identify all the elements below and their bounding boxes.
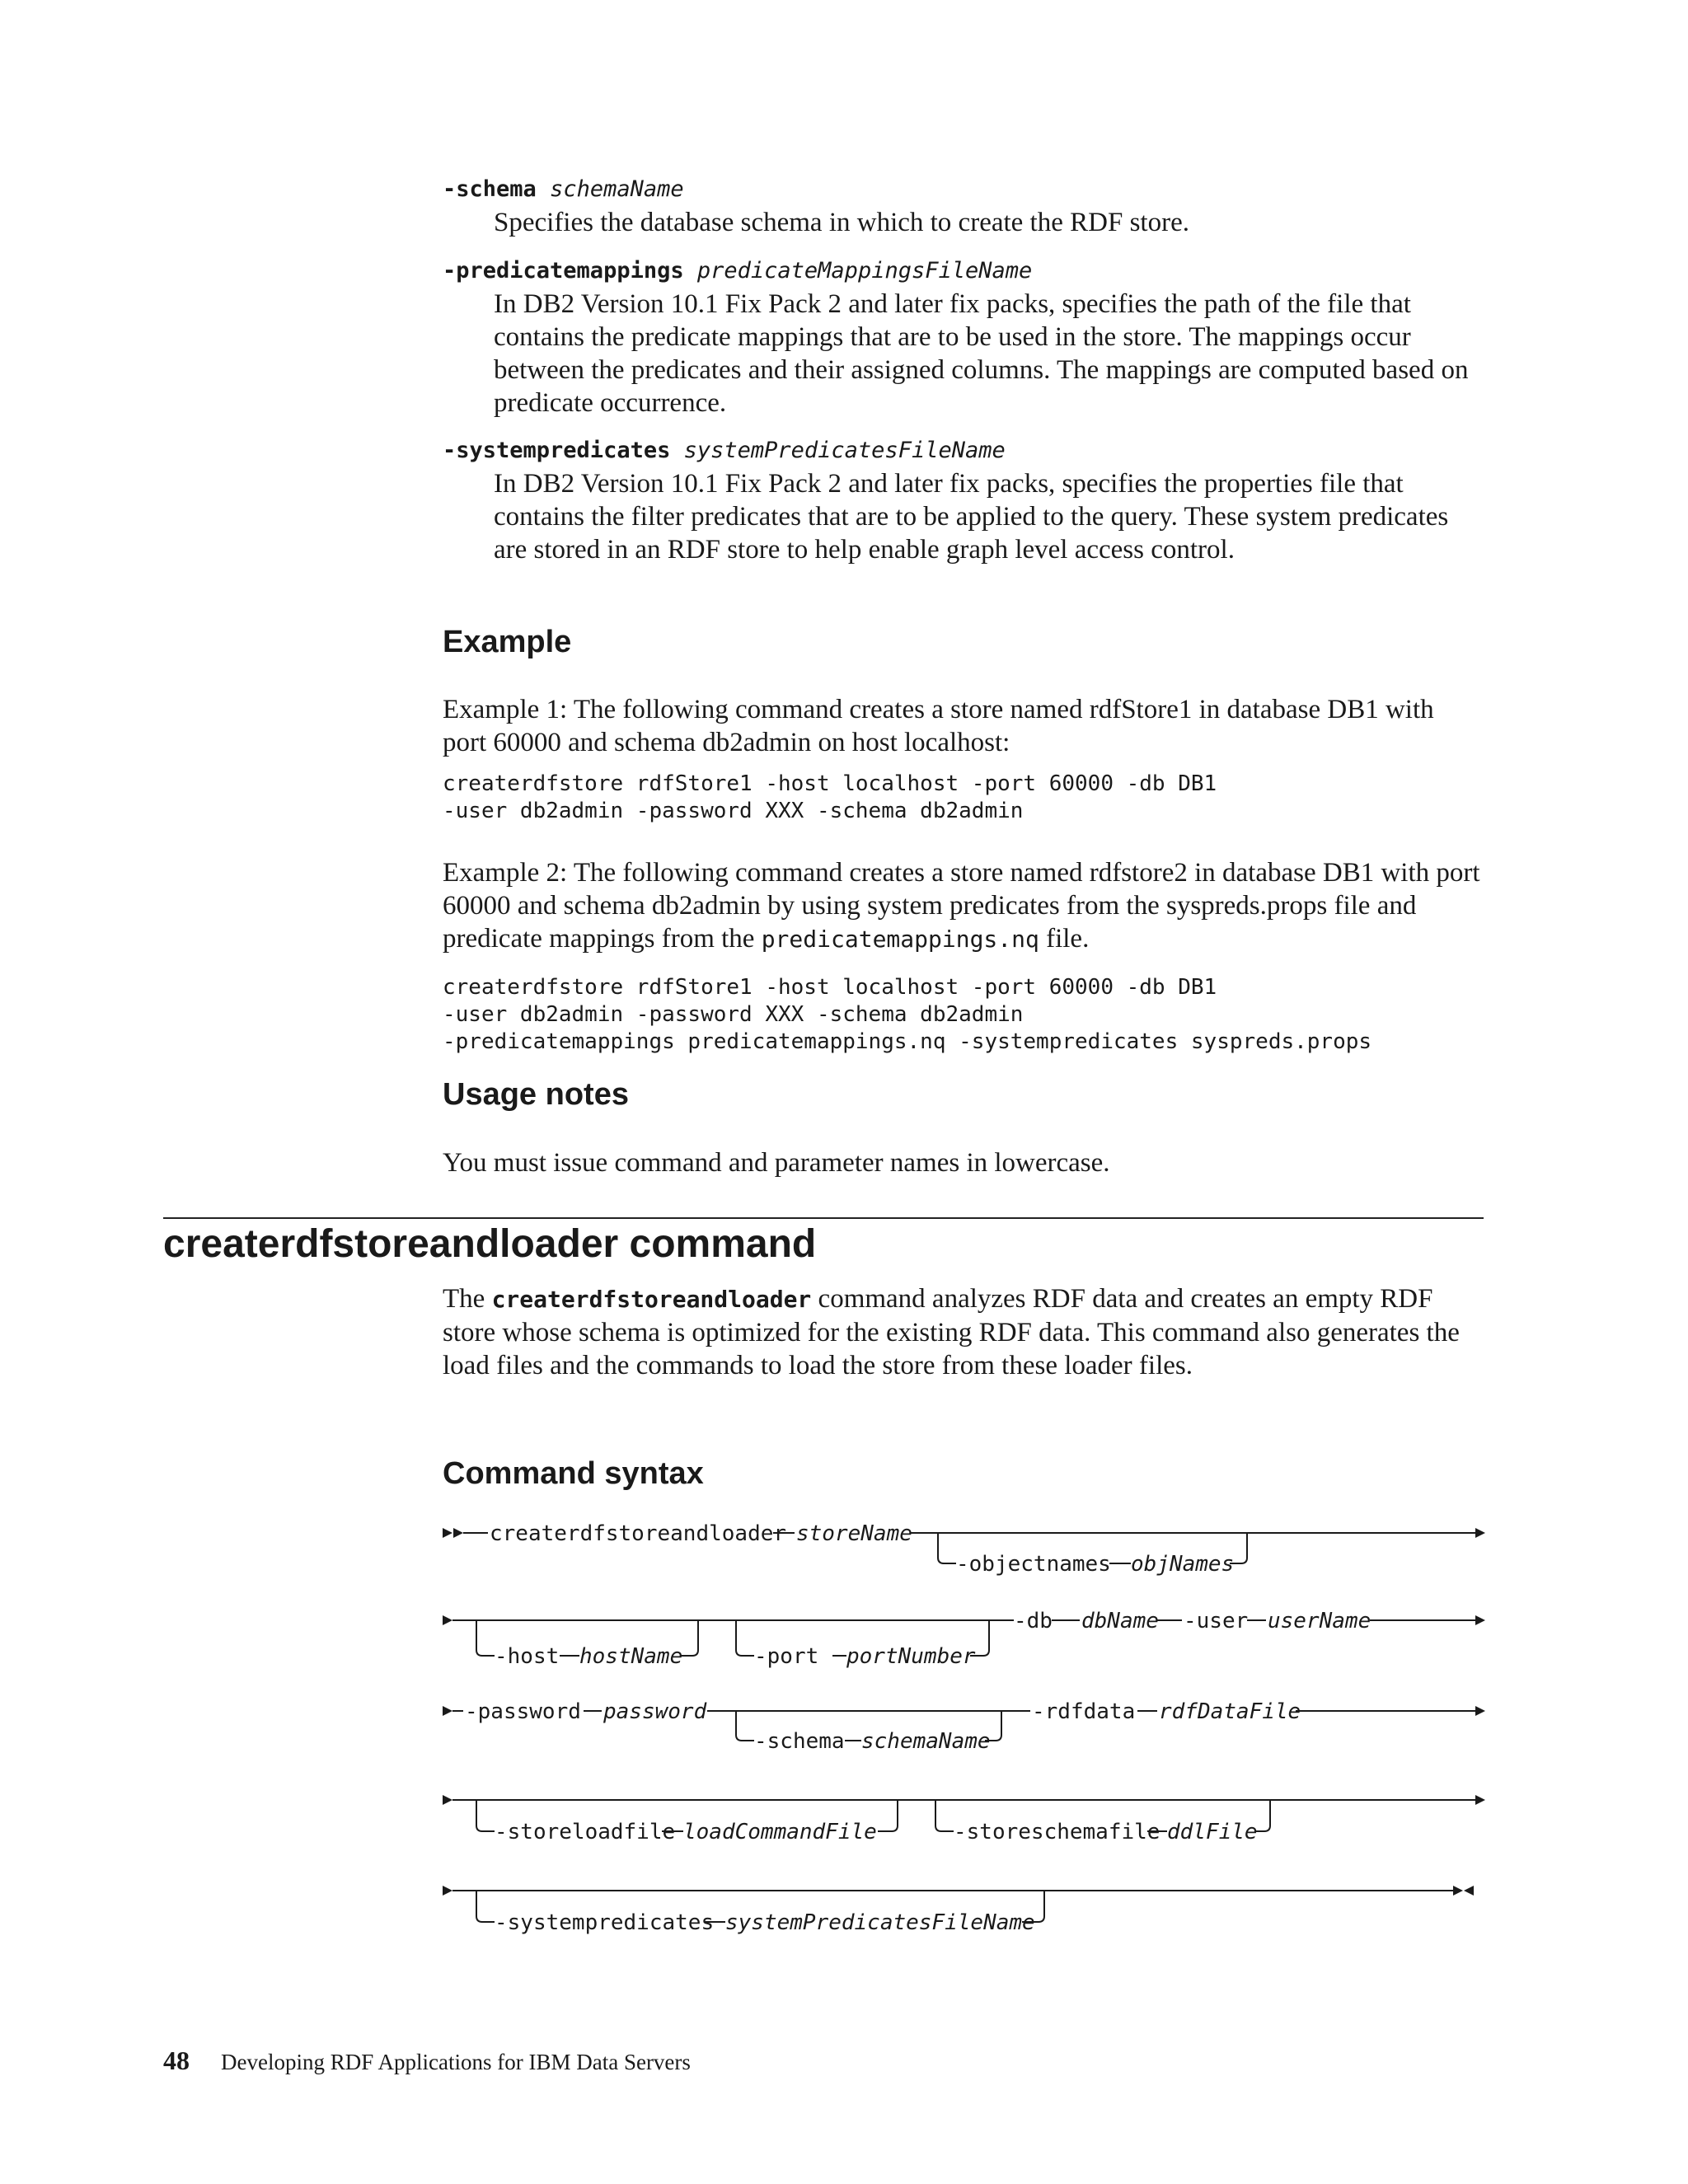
diagram-continue-icon [443, 1886, 452, 1896]
syntax-db-arg: dbName [1081, 1609, 1159, 1633]
page-number: 48 [163, 2046, 190, 2075]
diagram-end-icon [1464, 1886, 1474, 1896]
diagram-start-icon [453, 1528, 463, 1538]
syntax-rdfdata-arg: rdfDataFile [1159, 1699, 1301, 1724]
syntax-objectnames-flag: -objectnames [956, 1552, 1111, 1577]
param-flag: -schema [443, 176, 537, 202]
diagram-continue-icon [443, 1795, 452, 1805]
syntax-storeschemafile-arg: ddlFile [1167, 1820, 1258, 1844]
diagram-end-icon [1453, 1886, 1463, 1896]
syntax-host-arg: hostName [579, 1644, 683, 1669]
example-2-text-a: Example 2: The following command creates a store named rdfstore2 in database DB1 with port 60000 and schema db2admin by using system predicates from the syspreds.props file and predicate mappings from the [443, 858, 1480, 954]
syntax-objectnames-arg: objNames [1131, 1552, 1235, 1577]
syntax-port-flag: -port [754, 1644, 819, 1669]
intro-text-b: command analyzes RDF data and creates an empty RDF store whose schema is optimized for the existing RDF data. This command also generates the load files and the commands to load the store from these loader files. [443, 1284, 1460, 1380]
book-title: Developing RDF Applications for IBM Data Servers [221, 2050, 691, 2074]
syntax-storeloadfile-arg: loadCommandFile [683, 1820, 877, 1844]
diagram-continue-icon [443, 1706, 452, 1716]
syntax-systempredicates-flag: -systempredicates [495, 1910, 715, 1935]
syntax-db-flag: -db [1014, 1609, 1053, 1633]
diagram-start-icon [443, 1528, 452, 1538]
diagram-continue-icon [1475, 1528, 1485, 1538]
param-description: In DB2 Version 10.1 Fix Pack 2 and later fix packs, specifies the properties file that contains the filter predicates that are to be applied to the query. These system predicates are stored in an RDF store to help enable graph level access control. [494, 469, 1449, 565]
example-1-code: createrdfstore rdfStore1 -host localhost -port 60000 -db DB1 -user db2admin -password XXX -schema db2admin [443, 771, 1217, 823]
param-arg: schemaName [550, 176, 684, 202]
diagram-continue-icon [1475, 1795, 1485, 1805]
example-2-code: createrdfstore rdfStore1 -host localhost -port 60000 -db DB1 -user db2admin -password XXX -schema db2admin -predicatemappings predicatemappings.nq -systempredicates syspreds.props [443, 975, 1372, 1054]
syntax-rdfdata-flag: -rdfdata [1032, 1699, 1136, 1724]
param-description: Specifies the database schema in which to create the RDF store. [494, 208, 1189, 237]
syntax-schema-arg: schemaName [861, 1729, 991, 1754]
example-1-text: Example 1: The following command creates a store named rdfStore1 in database DB1 with port 60000 and schema db2admin on host localhost: [443, 695, 1434, 757]
usage-notes-heading: Usage notes [443, 1077, 629, 1112]
param-arg: systemPredicatesFileName [683, 438, 1006, 463]
syntax-host-flag: -host [495, 1644, 560, 1669]
diagram-continue-icon [1475, 1615, 1485, 1625]
syntax-storeschemafile-flag: -storeschemafile [954, 1820, 1160, 1844]
diagram-continue-icon [443, 1615, 452, 1625]
example-2-text-b: file. [1039, 924, 1090, 954]
syntax-storeloadfile-flag: -storeloadfile [495, 1820, 676, 1844]
param-description: In DB2 Version 10.1 Fix Pack 2 and later fix packs, specifies the path of the file that contains the predicate mappings that are to be used in the store. The mappings occur between the predicates and their assigned columns. The mappings are computed based on predicate occurrence. [494, 289, 1469, 418]
syntax-user-arg: userName [1268, 1609, 1372, 1633]
param-flag: -systempredicates [443, 438, 671, 463]
page-footer [163, 2046, 691, 2076]
param-flag: -predicatemappings [443, 258, 684, 284]
section-title: createrdfstoreandloader command [163, 1222, 817, 1266]
syntax-systempredicates-arg: systemPredicatesFileName [725, 1910, 1035, 1935]
syntax-storename: storeName [796, 1521, 912, 1546]
syntax-cmd: createrdfstoreandloader [490, 1521, 787, 1546]
example-2-inline-code: predicatemappings.nq [761, 926, 1039, 953]
syntax-password-arg: password [603, 1699, 707, 1724]
example-heading: Example [443, 625, 572, 659]
command-syntax-heading: Command syntax [443, 1456, 704, 1491]
intro-command-name: createrdfstoreandloader [491, 1286, 812, 1313]
usage-notes-text: You must issue command and parameter names in lowercase. [443, 1148, 1110, 1178]
syntax-schema-flag: -schema [754, 1729, 845, 1754]
diagram-continue-icon [1475, 1706, 1485, 1716]
param-arg: predicateMappingsFileName [696, 258, 1033, 284]
syntax-password-flag: -password [465, 1699, 581, 1724]
intro-text-a: The [443, 1284, 492, 1314]
syntax-port-arg: portNumber [846, 1644, 976, 1669]
syntax-user-flag: -user [1184, 1609, 1249, 1633]
